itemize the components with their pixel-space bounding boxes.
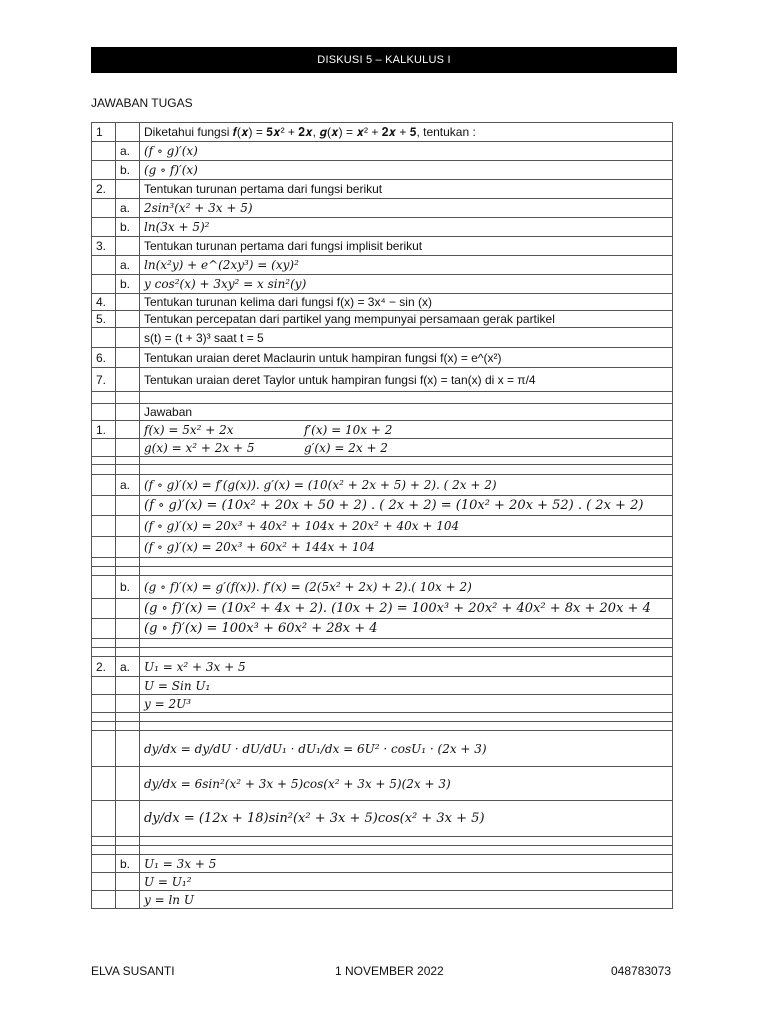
header-title: DISKUSI 5 – KALKULUS I	[91, 47, 677, 73]
question-text: 2sin³(x² + 3x + 5)	[140, 199, 673, 218]
table-row	[92, 142, 673, 161]
table-row	[92, 801, 673, 837]
sub-label: b.	[116, 855, 140, 873]
sub-label: b.	[116, 275, 140, 294]
table-row	[92, 368, 673, 392]
table-row	[92, 311, 673, 328]
sub-label: b.	[116, 576, 140, 599]
sub-label: a.	[116, 475, 140, 496]
footer-id: 048783073	[611, 964, 672, 978]
answer-line: dy/dx = (12x + 18)sin²(x² + 3x + 5)cos(x² + 3x + 5)	[140, 801, 673, 837]
question-text: Tentukan uraian deret Taylor untuk hampiran fungsi f(x) = tan(x) di x = π/4	[140, 368, 673, 392]
sub-label: b.	[116, 218, 140, 237]
answer-line: U = U₁²	[140, 873, 673, 891]
question-text: Tentukan uraian deret Maclaurin untuk hampiran fungsi f(x) = e^(x²)	[140, 348, 673, 368]
question-text: Tentukan percepatan dari partikel yang mempunyai persamaan gerak partikel	[140, 311, 673, 328]
answer-line: dy/dx = dy/dU · dU/dU₁ · dU₁/dx = 6U² · cosU₁ · (2x + 3)	[140, 731, 673, 767]
question-text: s(t) = (t + 3)³ saat t = 5	[140, 328, 673, 348]
question-number: 5.	[92, 311, 116, 328]
question-number: 3.	[92, 237, 116, 256]
question-number: 7.	[92, 368, 116, 392]
question-text: ln(3x + 5)²	[140, 218, 673, 237]
question-text: Tentukan turunan kelima dari fungsi f(x) = 3x⁴ − sin (x)	[140, 294, 673, 311]
table-row	[92, 237, 673, 256]
table-row	[92, 328, 673, 348]
question-number: 1.	[92, 421, 116, 439]
table-row	[92, 218, 673, 237]
answer-line: (f ∘ g)′(x) = f′(g(x)). g′(x) = (10(x² + 2x + 5) + 2). ( 2x + 2)	[140, 475, 673, 496]
table-row	[92, 421, 673, 439]
table-row	[92, 767, 673, 801]
table-row	[92, 537, 673, 558]
table-row	[92, 695, 673, 713]
answer-line: y = ln U	[140, 891, 673, 909]
table-row	[92, 731, 673, 767]
table-row	[92, 294, 673, 311]
table-row	[92, 619, 673, 639]
table-row	[92, 275, 673, 294]
question-number: 4.	[92, 294, 116, 311]
answer-line: y = 2U³	[140, 695, 673, 713]
question-number: 1	[92, 123, 116, 142]
table-row	[92, 891, 673, 909]
answer-line: g(x) = x² + 2x + 5 g′(x) = 2x + 2	[140, 439, 673, 457]
answer-line: U₁ = 3x + 5	[140, 855, 673, 873]
answer-line: U₁ = x² + 3x + 5	[140, 657, 673, 677]
table-row	[92, 348, 673, 368]
answers-heading: Jawaban	[140, 404, 673, 421]
subtitle: JAWABAN TUGAS	[91, 96, 193, 110]
table-row	[92, 199, 673, 218]
question-text: ln(x²y) + e^(2xy³) = (xy)²	[140, 256, 673, 275]
table-row	[92, 677, 673, 695]
answer-line: (g ∘ f)′(x) = (10x² + 4x + 2). (10x + 2) = 100x³ + 20x² + 40x² + 8x + 20x + 4	[140, 599, 673, 619]
table-row	[92, 599, 673, 619]
answer-line: (f ∘ g)′(x) = (10x² + 20x + 50 + 2) . ( 2x + 2) = (10x² + 20x + 52) . ( 2x + 2)	[140, 496, 673, 516]
sub-label: a.	[116, 142, 140, 161]
answer-table	[91, 122, 673, 909]
question-text: y cos²(x) + 3xy² = x sin²(y)	[140, 275, 673, 294]
table-row	[92, 475, 673, 496]
question-number: 6.	[92, 348, 116, 368]
footer-name: ELVA SUSANTI	[91, 964, 175, 978]
question-number: 2.	[92, 657, 116, 677]
answer-line: (g ∘ f)′(x) = g′(f(x)). f′(x) = (2(5x² + 2x) + 2).( 10x + 2)	[140, 576, 673, 599]
table-row	[92, 516, 673, 537]
table-row	[92, 657, 673, 677]
question-text: Tentukan turunan pertama dari fungsi berikut	[140, 180, 673, 199]
table-row	[92, 180, 673, 199]
answer-line: (f ∘ g)′(x) = 20x³ + 40x² + 104x + 20x² + 40x + 104	[140, 516, 673, 537]
table-row	[92, 855, 673, 873]
table-row	[92, 161, 673, 180]
table-row	[92, 256, 673, 275]
answer-line: (g ∘ f)′(x) = 100x³ + 60x² + 28x + 4	[140, 619, 673, 639]
footer-date: 1 NOVEMBER 2022	[335, 964, 444, 978]
question-number: 2.	[92, 180, 116, 199]
sub-label: a.	[116, 657, 140, 677]
table-row	[92, 496, 673, 516]
question-text: Tentukan turunan pertama dari fungsi implisit berikut	[140, 237, 673, 256]
answer-line: f(x) = 5x² + 2x f′(x) = 10x + 2	[140, 421, 673, 439]
table-row	[92, 439, 673, 457]
table-row	[92, 404, 673, 421]
answer-line: U = Sin U₁	[140, 677, 673, 695]
question-text: Diketahui fungsi 𝒇(𝒙) = 𝟓𝒙² + 𝟐𝒙, 𝒈(𝒙) = 𝒙² + 𝟐𝒙 + 𝟓, tentukan :	[140, 123, 673, 142]
answer-line: dy/dx = 6sin²(x² + 3x + 5)cos(x² + 3x + 5)(2x + 3)	[140, 767, 673, 801]
sub-label: a.	[116, 256, 140, 275]
sub-label: a.	[116, 199, 140, 218]
table-row	[92, 576, 673, 599]
table-row	[92, 123, 673, 142]
answer-line: (f ∘ g)′(x) = 20x³ + 60x² + 144x + 104	[140, 537, 673, 558]
question-text: (g ∘ f)′(x)	[140, 161, 673, 180]
question-text: (f ∘ g)′(x)	[140, 142, 673, 161]
table-row	[92, 873, 673, 891]
sub-label: b.	[116, 161, 140, 180]
